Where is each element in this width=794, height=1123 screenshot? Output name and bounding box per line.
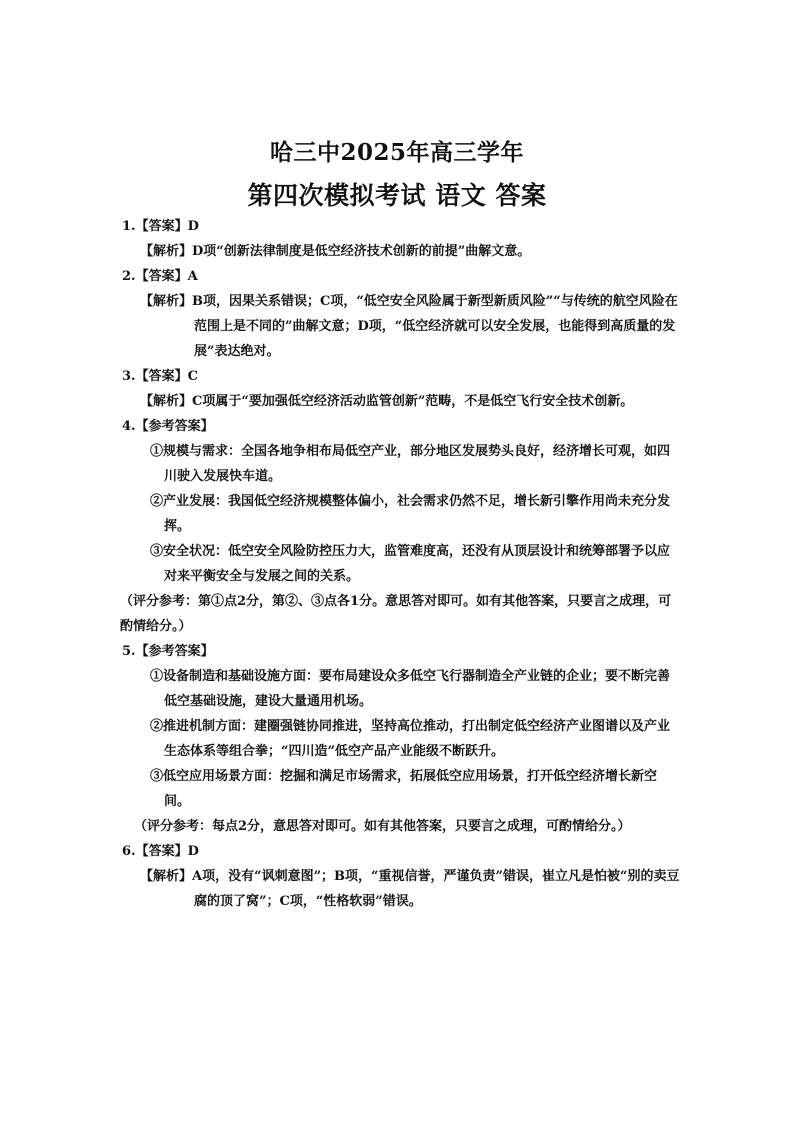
question-5-point-1: ①设备制造和基础设施方面：要布局建设众多低空飞行器制造全产业链的企业；要不断完善低空基础设施，建设大量通用机场。 (150, 669, 671, 709)
document-title-exam: 第四次模拟考试 语文 答案 (247, 181, 547, 210)
question-2-answer: 2.【答案】A (122, 269, 198, 284)
question-6 (122, 839, 682, 914)
question-1-answer: 1.【答案】D (122, 219, 199, 234)
question-4 (122, 414, 682, 639)
question-3 (122, 364, 682, 414)
question-6-analysis: 【解析】A项，没有“讽刺意图”；B项，“重视信誉，严谨负责”错误，崔立凡是怕被“别的卖豆腐的顶了窝”；C项，“性格软弱”错误。 (140, 869, 680, 909)
question-2-analysis: 【解析】B项，因果关系错误；C项，“低空安全风险属于新型新质风险”“与传统的航空风险在范围上是不同的”曲解文意；D项，“低空经济就可以安全发展，也能得到高质量的发展”表达绝对。 (140, 294, 678, 359)
question-2 (122, 264, 682, 364)
question-1-analysis: 【解析】D项“创新法律制度是低空经济技术创新的前提”曲解文意。 (140, 244, 531, 259)
question-4-answer-heading: 4.【参考答案】 (122, 419, 214, 434)
question-4-scoring-note: （评分参考：第①点2分，第②、③点各1分。意思答对即可。如有其他答案，只要言之成理，可酌情给分。） (120, 594, 672, 634)
question-5-answer-heading: 5.【参考答案】 (122, 644, 214, 659)
question-4-point-1: ①规模与需求：全国各地争相布局低空产业，部分地区发展势头良好，经济增长可观，如四川驶入发展快车道。 (150, 444, 671, 484)
answer-content (122, 214, 682, 914)
question-5 (122, 639, 682, 839)
question-6-answer: 6.【答案】D (122, 844, 199, 859)
document-title-school: 哈三中2025年高三学年 (269, 139, 524, 166)
question-4-point-3: ③安全状况：低空安全风险防控压力大，监管难度高，还没有从顶层设计和统筹部署予以应对来平衡安全与发展之间的关系。 (150, 544, 671, 584)
question-5-point-2: ②推进机制方面：建圈强链协同推进，坚持高位推动，打出制定低空经济产业图谱以及产业生态体系等组合拳；“四川造”低空产品产业能级不断跃升。 (150, 719, 671, 759)
question-5-point-3: ③低空应用场景方面：挖掘和满足市场需求，拓展低空应用场景，打开低空经济增长新空间。 (150, 769, 658, 809)
question-5-scoring-note: （评分参考：每点2分，意思答对即可。如有其他答案，只要言之成理，可酌情给分。） (134, 819, 631, 834)
question-4-point-2: ②产业发展：我国低空经济规模整体偏小，社会需求仍然不足，增长新引擎作用尚未充分发挥。 (150, 494, 671, 534)
question-3-analysis: 【解析】C项属于“要加强低空经济活动监管创新”范畴，不是低空飞行安全技术创新。 (140, 394, 634, 409)
question-3-answer: 3.【答案】C (122, 369, 198, 384)
question-1 (122, 214, 682, 264)
